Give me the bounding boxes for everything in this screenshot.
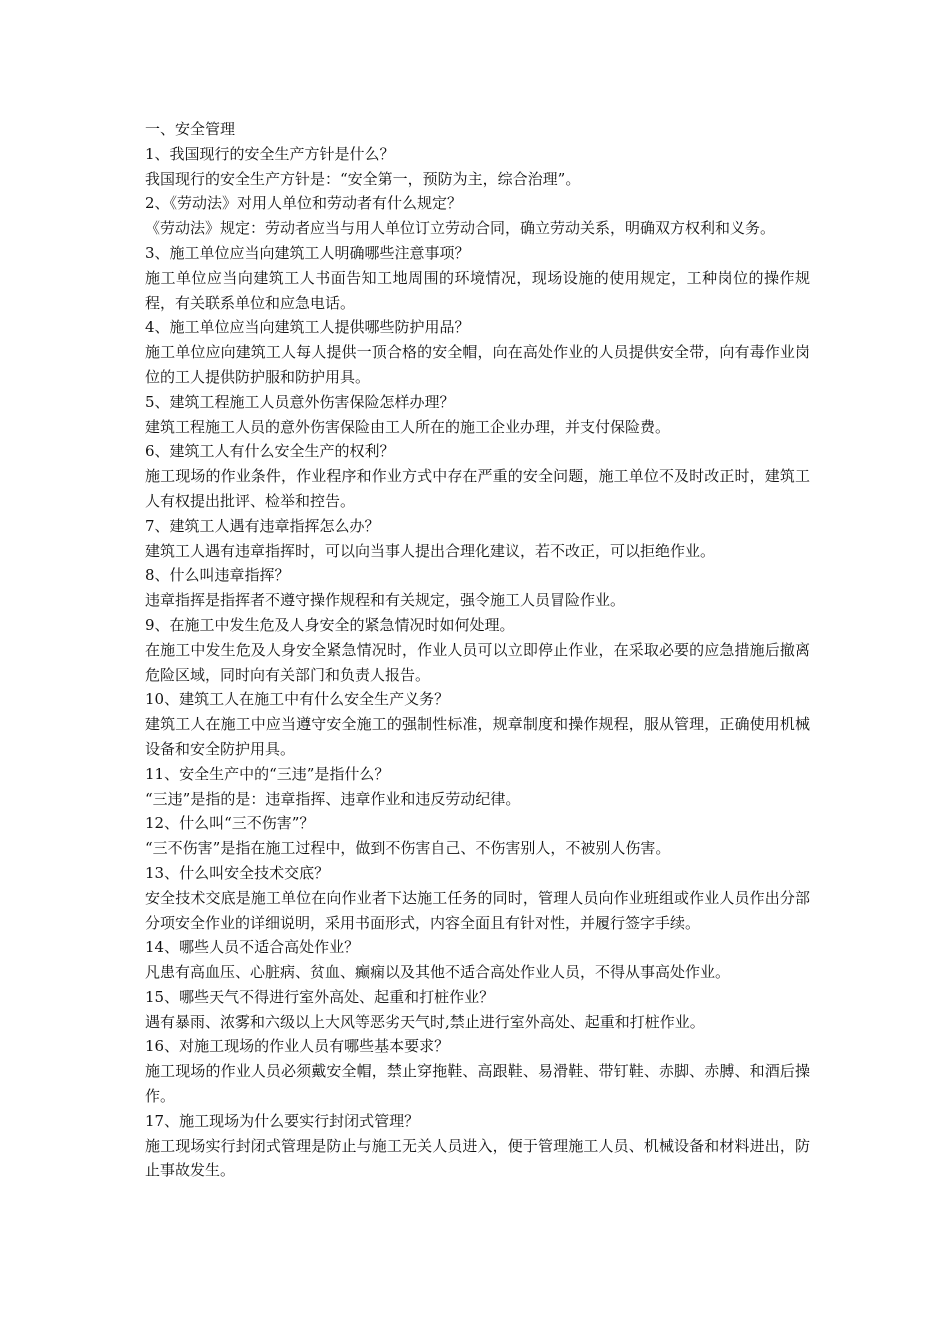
answer-12: “三不伤害”是指在施工过程中，做到不伤害自己、不伤害别人，不被别人伤害。 xyxy=(145,839,671,858)
answer-15: 遇有暴雨、浓雾和六级以上大风等恶劣天气时,禁止进行室外高处、起重和打桩作业。 xyxy=(145,1012,705,1031)
question-17: 17、施工现场为什么要实行封闭式管理？ xyxy=(145,1111,420,1130)
question-14: 14、哪些人员不适合高处作业？ xyxy=(145,938,360,957)
question-15: 15、哪些天气不得进行室外高处、起重和打桩作业？ xyxy=(145,987,495,1006)
answer-16: 施工现场的作业人员必须戴安全帽，禁止穿拖鞋、高跟鞋、易滑鞋、带钉鞋、赤脚、赤膊、和酒后操作。 xyxy=(145,1062,810,1106)
answer-14: 凡患有高血压、心脏病、贫血、癫痫以及其他不适合高处作业人员，不得从事高处作业。 xyxy=(145,963,731,982)
answer-3: 施工单位应当向建筑工人书面告知工地周围的环境情况，现场设施的使用规定，工种岗位的操作规程，有关联系单位和应急电话。 xyxy=(145,268,810,312)
question-9: 9、在施工中发生危及人身安全的紧急情况时如何处理。 xyxy=(145,615,515,634)
question-10: 10、建筑工人在施工中有什么安全生产义务？ xyxy=(145,690,450,709)
section-title: 一、安全管理 xyxy=(145,120,236,138)
question-6: 6、建筑工人有什么安全生产的权利？ xyxy=(145,442,395,461)
answer-7: 建筑工人遇有违章指挥时，可以向当事人提出合理化建议，若不改正，可以拒绝作业。 xyxy=(145,541,716,560)
answer-17: 施工现场实行封闭式管理是防止与施工无关人员进入，便于管理施工人员、机械设备和材料进出，防止事故发生。 xyxy=(145,1136,810,1180)
answer-11: “三违”是指的是：违章指挥、违章作业和违反劳动纪律。 xyxy=(145,789,521,808)
answer-4: 施工单位应向建筑工人每人提供一顶合格的安全帽，向在高处作业的人员提供安全带，向有毒作业岗位的工人提供防护服和防护用具。 xyxy=(145,343,810,386)
question-2: 2、《劳动法》对用人单位和劳动者有什么规定？ xyxy=(145,194,463,213)
document-page xyxy=(145,117,810,1183)
question-5: 5、建筑工程施工人员意外伤害保险怎样办理？ xyxy=(145,392,455,411)
answer-8: 违章指挥是指挥者不遵守操作规程和有关规定，强令施工人员冒险作业。 xyxy=(145,591,626,610)
question-13: 13、什么叫安全技术交底？ xyxy=(145,863,330,882)
answer-1: 我国现行的安全生产方针是：“安全第一，预防为主，综合治理”。 xyxy=(145,169,581,188)
answer-6: 施工现场的作业条件，作业程序和作业方式中存在严重的安全问题，施工单位不及时改正时，建筑工人有权提出批评、检举和控告。 xyxy=(145,467,810,510)
answer-5: 建筑工程施工人员的意外伤害保险由工人所在的施工企业办理，并支付保险费。 xyxy=(145,417,671,436)
answer-13: 安全技术交底是施工单位在向作业者下达施工任务的同时，管理人员向作业班组或作业人员作出分部分项安全作业的详细说明，采用书面形式，内容全面且有针对性，并履行签字手续。 xyxy=(145,888,810,932)
question-11: 11、安全生产中的“三违”是指什么？ xyxy=(145,764,390,783)
answer-9: 在施工中发生危及人身安全紧急情况时，作业人员可以立即停止作业，在采取必要的应急措施后撤离危险区域，同时向有关部门和负责人报告。 xyxy=(145,640,810,684)
answer-2: 《劳动法》规定：劳动者应当与用人单位订立劳动合同，确立劳动关系，明确双方权利和义务。 xyxy=(145,219,776,238)
question-1: 1、我国现行的安全生产方针是什么？ xyxy=(145,144,395,163)
question-8: 8、什么叫违章指挥？ xyxy=(145,566,290,585)
question-4: 4、施工单位应当向建筑工人提供哪些防护用品？ xyxy=(145,318,470,337)
question-7: 7、建筑工人遇有违章指挥怎么办？ xyxy=(145,516,380,535)
answer-10: 建筑工人在施工中应当遵守安全施工的强制性标准，规章制度和操作规程，服从管理，正确使用机械设备和安全防护用具。 xyxy=(145,715,810,758)
question-12: 12、什么叫“三不伤害”？ xyxy=(145,814,315,833)
question-16: 16、对施工现场的作业人员有哪些基本要求？ xyxy=(145,1037,450,1056)
question-3: 3、施工单位应当向建筑工人明确哪些注意事项？ xyxy=(145,243,470,262)
